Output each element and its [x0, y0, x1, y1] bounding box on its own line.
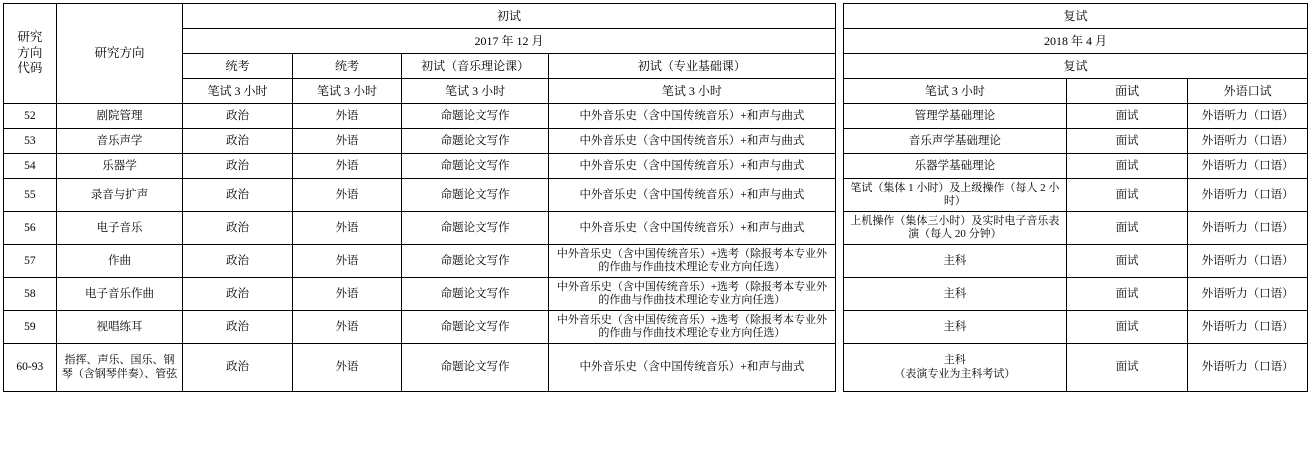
header-duration-politics: 笔试 3 小时 [183, 79, 292, 104]
cell-foreign: 外语 [292, 311, 401, 344]
table-row [4, 154, 1308, 179]
header-direction-column: 研究方向 [56, 4, 183, 104]
cell-oral: 外语听力（口语） [1188, 179, 1308, 212]
header-retest-interview: 面试 [1066, 79, 1188, 104]
cell-code: 55 [4, 179, 57, 212]
cell-major: 中外音乐史（含中国传统音乐）+和声与曲式 [549, 129, 836, 154]
row-gap [835, 129, 843, 154]
cell-retest-written: 音乐声学基础理论 [843, 129, 1066, 154]
table-row [4, 179, 1308, 212]
cell-direction: 录音与扩声 [56, 179, 183, 212]
cell-foreign: 外语 [292, 104, 401, 129]
header-stage2-date: 2018 年 4 月 [843, 29, 1307, 54]
cell-direction: 剧院管理 [56, 104, 183, 129]
cell-interview: 面试 [1066, 129, 1188, 154]
cell-retest-written: 主科 [843, 278, 1066, 311]
cell-major: 中外音乐史（含中国传统音乐）+选考（除报考本专业外的作曲与作曲技术理论专业方向任选） [549, 311, 836, 344]
cell-foreign: 外语 [292, 212, 401, 245]
exam-schedule-document [0, 3, 1313, 454]
cell-code: 57 [4, 245, 57, 278]
cell-theory: 命题论文写作 [402, 104, 549, 129]
row-gap [835, 212, 843, 245]
cell-interview: 面试 [1066, 179, 1188, 212]
header-retest-written: 笔试 3 小时 [843, 79, 1066, 104]
cell-code: 59 [4, 311, 57, 344]
header-subject-politics: 统考 [183, 54, 292, 79]
cell-oral: 外语听力（口语） [1188, 212, 1308, 245]
cell-retest-written: 上机操作（集体三小时）及实时电子音乐表演（每人 20 分钟） [843, 212, 1066, 245]
header-code-column [4, 4, 57, 104]
cell-theory: 命题论文写作 [402, 179, 549, 212]
cell-theory: 命题论文写作 [402, 245, 549, 278]
cell-interview: 面试 [1066, 245, 1188, 278]
cell-direction: 作曲 [56, 245, 183, 278]
header-gap [835, 54, 843, 79]
cell-retest-written: 笔试（集体 1 小时）及上级操作（每人 2 小时） [843, 179, 1066, 212]
cell-oral: 外语听力（口语） [1188, 154, 1308, 179]
cell-theory: 命题论文写作 [402, 212, 549, 245]
cell-code: 53 [4, 129, 57, 154]
cell-foreign: 外语 [292, 245, 401, 278]
cell-code: 60-93 [4, 344, 57, 392]
header-subject-theory: 初试（音乐理论课） [402, 54, 549, 79]
header-gap [835, 29, 843, 54]
row-gap [835, 311, 843, 344]
cell-retest-written: 管理学基础理论 [843, 104, 1066, 129]
cell-foreign: 外语 [292, 344, 401, 392]
header-duration-major: 笔试 3 小时 [549, 79, 836, 104]
cell-interview: 面试 [1066, 278, 1188, 311]
header-code-line-1: 研究 [17, 30, 43, 45]
exam-schedule-table [3, 3, 1308, 392]
header-row-subjects [4, 54, 1308, 79]
cell-theory: 命题论文写作 [402, 129, 549, 154]
cell-retest-written: 主科 [843, 245, 1066, 278]
header-subject-foreign: 统考 [292, 54, 401, 79]
cell-direction: 电子音乐作曲 [56, 278, 183, 311]
header-retest-oral: 外语口试 [1188, 79, 1308, 104]
cell-foreign: 外语 [292, 154, 401, 179]
cell-politics: 政治 [183, 245, 292, 278]
cell-oral: 外语听力（口语） [1188, 104, 1308, 129]
header-code-line-2: 方向 [17, 45, 43, 60]
cell-retest-written: 乐器学基础理论 [843, 154, 1066, 179]
header-code-line-3: 代码 [17, 61, 43, 76]
cell-code: 54 [4, 154, 57, 179]
row-gap [835, 245, 843, 278]
cell-politics: 政治 [183, 154, 292, 179]
cell-major: 中外音乐史（含中国传统音乐）+选考（除报考本专业外的作曲与作曲技术理论专业方向任选） [549, 245, 836, 278]
cell-politics: 政治 [183, 129, 292, 154]
table-row [4, 129, 1308, 154]
cell-direction: 视唱练耳 [56, 311, 183, 344]
cell-direction: 音乐声学 [56, 129, 183, 154]
cell-politics: 政治 [183, 179, 292, 212]
cell-code: 58 [4, 278, 57, 311]
header-duration-theory: 笔试 3 小时 [402, 79, 549, 104]
header-row-modes [4, 79, 1308, 104]
cell-oral: 外语听力（口语） [1188, 129, 1308, 154]
cell-major: 中外音乐史（含中国传统音乐）+选考（除报考本专业外的作曲与作曲技术理论专业方向任选） [549, 278, 836, 311]
cell-major: 中外音乐史（含中国传统音乐）+和声与曲式 [549, 179, 836, 212]
row-gap [835, 278, 843, 311]
cell-foreign: 外语 [292, 179, 401, 212]
row-gap [835, 154, 843, 179]
cell-oral: 外语听力（口语） [1188, 344, 1308, 392]
header-row-dates [4, 29, 1308, 54]
cell-interview: 面试 [1066, 154, 1188, 179]
cell-foreign: 外语 [292, 129, 401, 154]
cell-politics: 政治 [183, 104, 292, 129]
table-row [4, 278, 1308, 311]
table-row [4, 344, 1308, 392]
cell-oral: 外语听力（口语） [1188, 311, 1308, 344]
cell-retest-written: 主科 [843, 311, 1066, 344]
cell-oral: 外语听力（口语） [1188, 245, 1308, 278]
row-gap [835, 344, 843, 392]
header-stage2: 复试 [843, 4, 1307, 29]
cell-foreign: 外语 [292, 278, 401, 311]
cell-direction: 指挥、声乐、国乐、钢琴（含钢琴伴奏）、管弦 [56, 344, 183, 392]
cell-oral: 外语听力（口语） [1188, 278, 1308, 311]
table-row [4, 212, 1308, 245]
header-stage1: 初试 [183, 4, 835, 29]
cell-direction: 电子音乐 [56, 212, 183, 245]
cell-politics: 政治 [183, 212, 292, 245]
cell-retest-written-line-1: 主科 [943, 354, 966, 367]
header-gap [835, 79, 843, 104]
cell-theory: 命题论文写作 [402, 278, 549, 311]
cell-interview: 面试 [1066, 104, 1188, 129]
cell-politics: 政治 [183, 311, 292, 344]
cell-code: 52 [4, 104, 57, 129]
table-row [4, 245, 1308, 278]
header-row-stage [4, 4, 1308, 29]
cell-major: 中外音乐史（含中国传统音乐）+和声与曲式 [549, 344, 836, 392]
cell-interview: 面试 [1066, 311, 1188, 344]
cell-retest-written [843, 344, 1066, 392]
cell-politics: 政治 [183, 344, 292, 392]
header-retest-group: 复试 [843, 54, 1307, 79]
cell-major: 中外音乐史（含中国传统音乐）+和声与曲式 [549, 104, 836, 129]
cell-interview: 面试 [1066, 212, 1188, 245]
header-gap [835, 4, 843, 29]
row-gap [835, 104, 843, 129]
cell-politics: 政治 [183, 278, 292, 311]
cell-theory: 命题论文写作 [402, 154, 549, 179]
cell-interview: 面试 [1066, 344, 1188, 392]
table-row [4, 311, 1308, 344]
table-row [4, 104, 1308, 129]
header-duration-foreign: 笔试 3 小时 [292, 79, 401, 104]
cell-code: 56 [4, 212, 57, 245]
cell-major: 中外音乐史（含中国传统音乐）+和声与曲式 [549, 154, 836, 179]
cell-theory: 命题论文写作 [402, 344, 549, 392]
header-stage1-date: 2017 年 12 月 [183, 29, 835, 54]
cell-direction: 乐器学 [56, 154, 183, 179]
header-subject-major: 初试（专业基础课） [549, 54, 836, 79]
cell-retest-written-line-2: （表演专业为主科考试） [894, 367, 1016, 380]
cell-theory: 命题论文写作 [402, 311, 549, 344]
row-gap [835, 179, 843, 212]
cell-major: 中外音乐史（含中国传统音乐）+和声与曲式 [549, 212, 836, 245]
